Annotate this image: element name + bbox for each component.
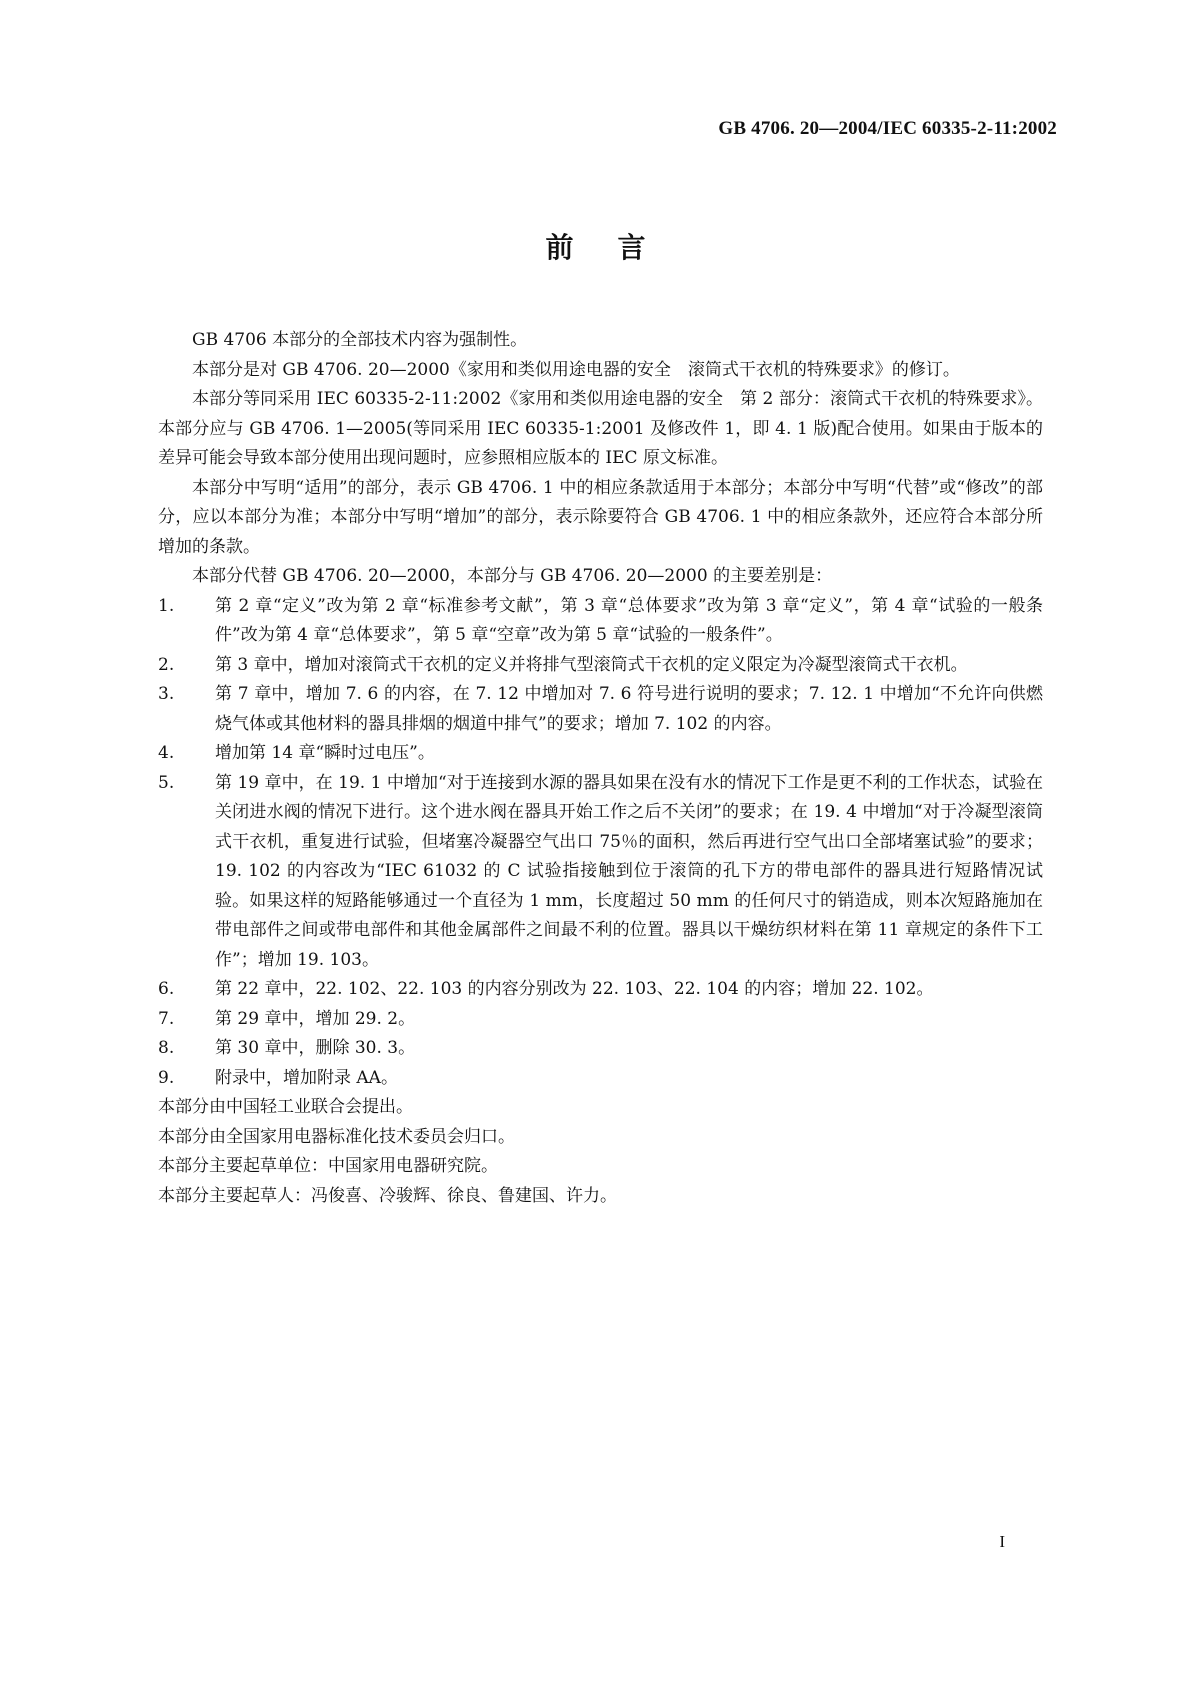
page-number: I	[999, 1532, 1005, 1551]
intro-paragraph: 本部分是对 GB 4706. 20—2000《家用和类似用途电器的安全 滚筒式干衣机的特殊要求》的修订。	[192, 359, 960, 380]
list-item	[158, 1005, 1043, 1035]
list-item-number: 5.	[158, 772, 175, 793]
list-item	[158, 769, 1043, 976]
list-item	[158, 1034, 1043, 1064]
foreword-body	[158, 326, 1043, 1211]
list-item-text: 第 19 章中，在 19. 1 中增加“对于连接到水源的器具如果在没有水的情况下工作是更不利的工作状态，试验在关闭进水阀的情况下进行。这个进水阀在器具开始工作之后不关闭”的要求；在 19. 4 中增加“对于冷凝型滚筒式干衣机，重复进行试验，但堵塞冷凝器空气出口 75％的面积，然后再进行空气出口全部堵塞试验”的要求；19. 102 的内容改为“IEC 61032 的 C 试验指接触到位于滚筒的孔下方的带电部件的器具进行短路情况试验。如果这样的短路能够通过一个直径为 1 mm，长度超过 50 mm 的任何尺寸的销造成，则本次短路施加在带电部件之间或带电部件和其他金属部件之间最不利的位置。器具以干燥纺织材料在第 11 章规定的条件下工作”；增加 19. 103。	[215, 772, 1043, 970]
intro-paragraph: 本部分代替 GB 4706. 20—2000，本部分与 GB 4706. 20—2000 的主要差别是：	[192, 566, 833, 586]
intro-paragraph: 本部分等同采用 IEC 60335-2-11:2002《家用和类似用途电器的安全 第 2 部分：滚筒式干衣机的特殊要求》。本部分应与 GB 4706. 1—2005(等同采用 IEC 60335-1:2001 及修改件 1，即 4. 1 版)配合使用。如果由于版本的差异可能会导致本部分使用出现问题时，应参照相应版本的 IEC 原文标准。	[158, 389, 1043, 468]
list-item-number: 3.	[158, 684, 175, 704]
list-item	[158, 592, 1043, 651]
list-item	[158, 975, 1043, 1005]
closing-paragraph: 本部分由中国轻工业联合会提出。	[158, 1097, 413, 1117]
list-item-text: 第 7 章中，增加 7. 6 的内容，在 7. 12 中增加对 7. 6 符号进行说明的要求；7. 12. 1 中增加“不允许向供燃烧气体或其他材料的器具排烟的烟道中排气”的要求；增加 7. 102 的内容。	[215, 684, 1043, 734]
list-item-text: 附录中，增加附录 AA。	[215, 1067, 398, 1088]
intro-paragraph: GB 4706 本部分的全部技术内容为强制性。	[192, 330, 528, 350]
list-item-number: 6.	[158, 979, 175, 999]
list-item	[158, 680, 1043, 739]
list-item-text: 增加第 14 章“瞬时过电压”。	[215, 743, 435, 763]
list-item-text: 第 3 章中，增加对滚筒式干衣机的定义并将排气型滚筒式干衣机的定义限定为冷凝型滚筒式干衣机。	[215, 654, 968, 675]
list-item-number: 1.	[158, 595, 175, 616]
closing-paragraph: 本部分主要起草人：冯俊喜、冷骏辉、徐良、鲁建国、许力。	[158, 1185, 617, 1206]
list-item	[158, 1064, 1043, 1094]
list-item	[158, 651, 1043, 681]
list-item	[158, 739, 1043, 769]
changes-list	[158, 592, 1043, 1094]
list-item-number: 8.	[158, 1038, 175, 1058]
page-title: 前言	[545, 231, 690, 264]
list-item-number: 2.	[158, 654, 175, 675]
list-item-number: 4.	[158, 743, 175, 763]
list-item-text: 第 2 章“定义”改为第 2 章“标准参考文献”，第 3 章“总体要求”改为第 3 章“定义”，第 4 章“试验的一般条件”改为第 4 章“总体要求”，第 5 章“空章”改为第 5 章“试验的一般条件”。	[215, 595, 1043, 645]
list-item-text: 第 30 章中，删除 30. 3。	[215, 1038, 416, 1058]
closing-paragraph: 本部分由全国家用电器标准化技术委员会归口。	[158, 1126, 515, 1147]
list-item-number: 7.	[158, 1008, 175, 1029]
list-item-number: 9.	[158, 1067, 175, 1088]
list-item-text: 第 22 章中，22. 102、22. 103 的内容分别改为 22. 103、22. 104 的内容；增加 22. 102。	[215, 979, 934, 999]
standard-code-header: GB 4706. 20—2004/IEC 60335-2-11:2002	[718, 118, 1057, 139]
list-item-text: 第 29 章中，增加 29. 2。	[215, 1008, 416, 1029]
intro-paragraph: 本部分中写明“适用”的部分，表示 GB 4706. 1 中的相应条款适用于本部分；本部分中写明“代替”或“修改”的部分，应以本部分为准；本部分中写明“增加”的部分，表示除要符合 GB 4706. 1 中的相应条款外，还应符合本部分所增加的条款。	[158, 477, 1043, 557]
closing-paragraph: 本部分主要起草单位：中国家用电器研究院。	[158, 1156, 498, 1176]
